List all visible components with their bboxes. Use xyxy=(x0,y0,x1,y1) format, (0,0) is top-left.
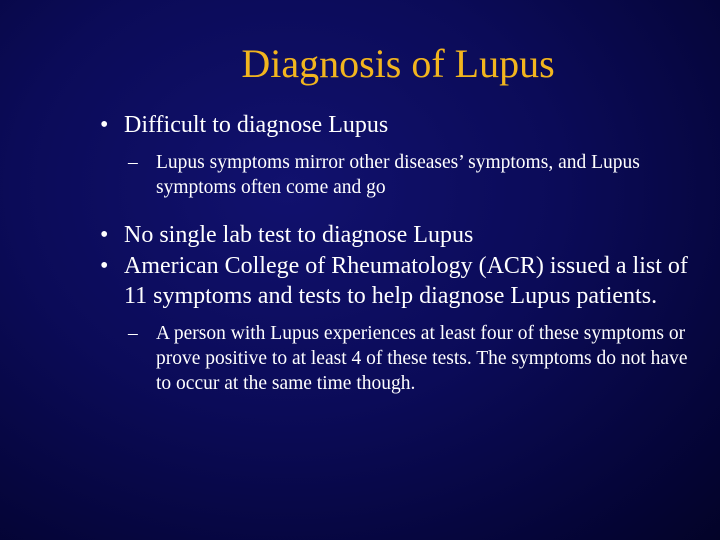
dash-marker: – xyxy=(128,152,138,173)
bullet-marker: • xyxy=(100,112,109,138)
bullet-item xyxy=(100,220,700,250)
sub-bullet-item xyxy=(100,150,700,200)
bullet-item xyxy=(100,110,700,140)
bullet-text: Difficult to diagnose Lupus xyxy=(124,112,389,138)
bullet-marker: • xyxy=(100,253,109,279)
bullet-text: No single lab test to diagnose Lupus xyxy=(124,222,474,248)
bullet-text: American College of Rheumatology (ACR) issued a list of 11 symptoms and tests to help diagnose Lupus patients. xyxy=(124,253,688,309)
sub-bullet-text: Lupus symptoms mirror other diseases’ symptoms, and Lupus symptoms often come and go xyxy=(156,152,640,198)
dash-marker: – xyxy=(128,323,138,344)
bullet-list xyxy=(100,110,700,396)
bullet-marker: • xyxy=(100,222,109,248)
sub-bullet-text: A person with Lupus experiences at least four of these symptoms or prove positive to at least 4 of these tests. The symptoms do not have to occur at the same time though. xyxy=(156,323,688,394)
sub-bullet-item xyxy=(100,321,700,396)
slide-title: Diagnosis of Lupus xyxy=(241,41,555,86)
bullet-item xyxy=(100,251,700,311)
